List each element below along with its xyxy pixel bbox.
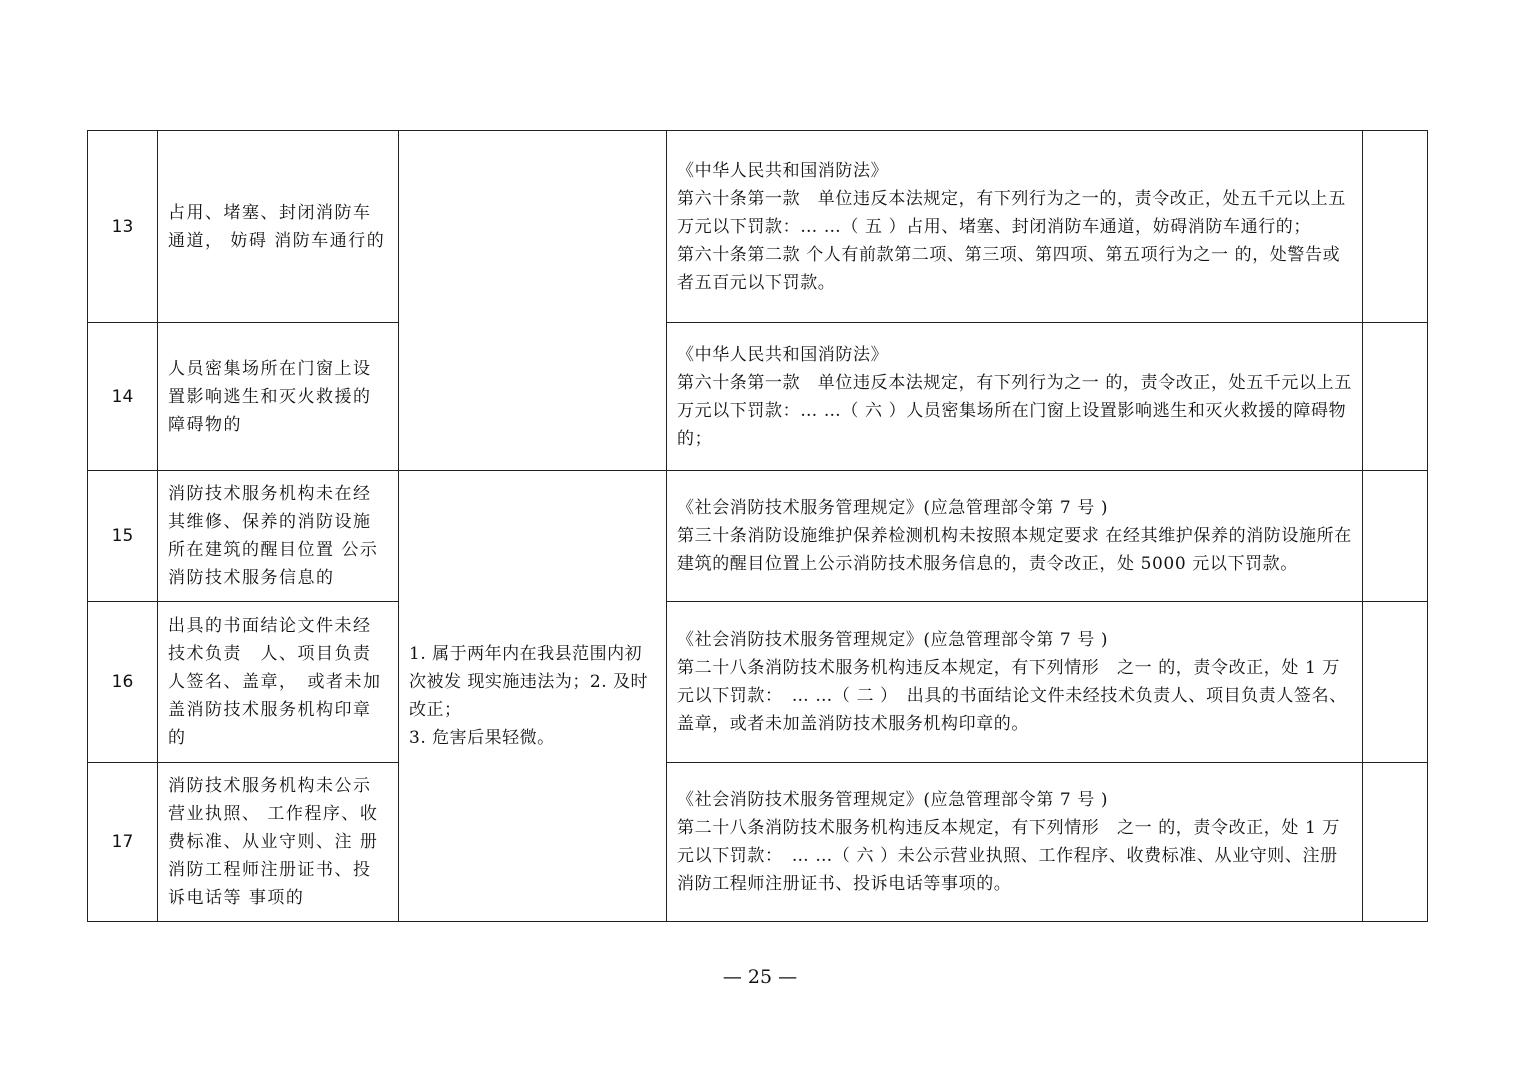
legal-basis — [667, 323, 1363, 471]
violation-description: 人员密集场所在门窗上设置影响逃生和灭火救援的障碍物的 — [158, 323, 399, 471]
remarks-cell — [1363, 763, 1428, 922]
row-number: 15 — [88, 471, 158, 602]
remarks-cell — [1363, 323, 1428, 471]
legal-basis-line: 《中华人民共和国消防法》 — [677, 344, 889, 365]
table-row — [88, 323, 1428, 471]
table-row — [88, 602, 1428, 763]
condition-line: 1. 属于两年内在我县范围内初次被发 现实施违法为；2. 及时改正； — [409, 644, 649, 720]
violation-table — [87, 130, 1428, 922]
table-row — [88, 131, 1428, 323]
legal-basis-line: 《社会消防技术服务管理规定》(应急管理部令第 7 号 ) — [677, 630, 1109, 650]
violation-description: 出具的书面结论文件未经技术负责 人、项目负责人签名、盖章， 或者未加盖消防技术服务机构印章的 — [158, 602, 399, 763]
remarks-cell — [1363, 131, 1428, 323]
legal-basis — [667, 763, 1363, 922]
legal-basis-line: 第六十条第一款 单位违反本法规定，有下列行为之一的，责令改正，处五千元以上五万元以下罚款：… …（ 五 ）占用、堵塞、封闭消防车通道，妨碍消防车通行的； — [677, 188, 1346, 237]
legal-basis-line: 《社会消防技术服务管理规定》(应急管理部令第 7 号 ) — [677, 790, 1109, 810]
condition-line: 3. 危害后果轻微。 — [409, 728, 555, 748]
legal-basis — [667, 602, 1363, 763]
row-number: 14 — [88, 323, 158, 471]
row-number: 17 — [88, 763, 158, 922]
legal-basis-line: 第三十条消防设施维护保养检测机构未按照本规定要求 在经其维护保养的消防设施所在建筑的醒目位置上公示消防技术服务信息的，责令改正，处 5000 元以下罚款。 — [677, 526, 1352, 574]
violation-description: 消防技术服务机构未公示营业执照、 工作程序、收费标准、从业守则、注 册消防工程师注册证书、投诉电话等 事项的 — [158, 763, 399, 922]
violation-description: 占用、堵塞、封闭消防车通道， 妨碍 消防车通行的 — [158, 131, 399, 323]
table-row — [88, 471, 1428, 602]
violation-description: 消防技术服务机构未在经其维修、保养的消防设施所在建筑的醒目位置 公示消防技术服务信息的 — [158, 471, 399, 602]
remarks-cell — [1363, 602, 1428, 763]
legal-basis-line: 第二十八条消防技术服务机构违反本规定，有下列情形 之一 的，责令改正，处 1 万元以下罚款： … …（ 二 ） 出具的书面结论文件未经技术负责人、项目负责人签名、盖章，或者未加盖消防技术服务机构印章的。 — [677, 658, 1347, 734]
legal-basis — [667, 471, 1363, 602]
page-number: — 25 — — [722, 966, 798, 988]
table-row — [88, 763, 1428, 922]
remarks-cell — [1363, 471, 1428, 602]
legal-basis-line: 《社会消防技术服务管理规定》(应急管理部令第 7 号 ) — [677, 498, 1109, 518]
mitigation-conditions — [399, 471, 667, 922]
legal-basis-line: 第六十条第二款 个人有前款第二项、第三项、第四项、第五项行为之一 的，处警告或者五百元以下罚款。 — [677, 244, 1341, 293]
legal-basis-line: 第六十条第一款 单位违反本法规定，有下列行为之一 的，责令改正，处五千元以上五万元以下罚款：… …（ 六 ）人员密集场所在门窗上设置影响逃生和灭火救援的障碍物的； — [677, 372, 1352, 449]
document-table-container — [87, 130, 1427, 922]
row-number: 13 — [88, 131, 158, 323]
legal-basis-line: 第二十八条消防技术服务机构违反本规定，有下列情形 之一 的，责令改正，处 1 万元以下罚款： … …（ 六 ）未公示营业执照、工作程序、收费标准、从业守则、注册消防工程师注册证书、投诉电话等事项的。 — [677, 818, 1341, 894]
legal-basis-line: 《中华人民共和国消防法》 — [677, 160, 889, 181]
legal-basis — [667, 131, 1363, 323]
condition-cell-empty — [399, 131, 667, 471]
row-number: 16 — [88, 602, 158, 763]
